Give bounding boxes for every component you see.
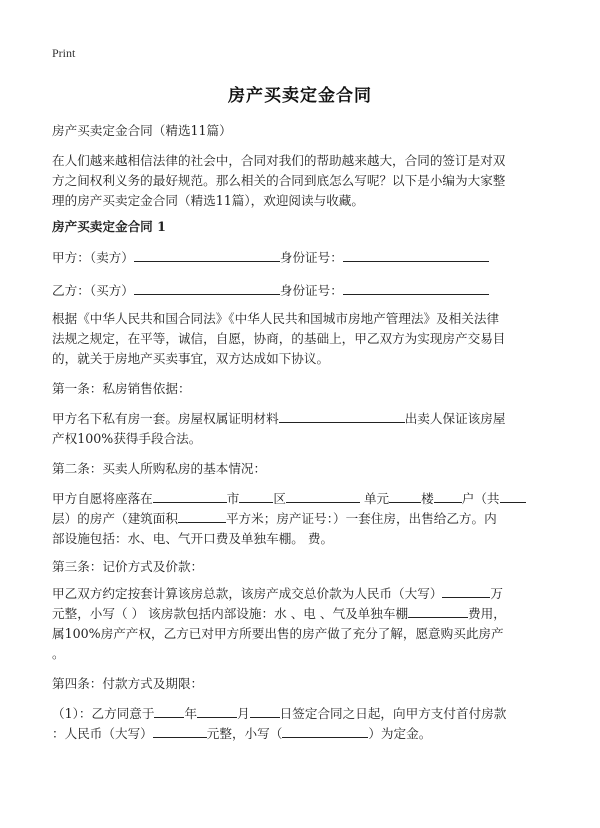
- floors-blank: [500, 489, 526, 503]
- year-blank: [154, 704, 184, 718]
- property-proof-blank: [279, 409, 405, 423]
- article-1-text-b: 出卖人保证该房屋: [404, 411, 506, 426]
- article-3-line-2: [52, 604, 506, 624]
- intro-line-2: 方之间权利义务的最好规范。那么相关的合同到底怎么写呢？以下是小编为大家整: [52, 173, 506, 188]
- article-4-text-e: ）为定金。: [368, 726, 432, 741]
- article-3-line-4: 。: [52, 646, 65, 661]
- print-link[interactable]: Print: [52, 46, 76, 60]
- article-3-line-1: [52, 584, 503, 604]
- month-blank: [197, 704, 237, 718]
- day-blank: [250, 704, 280, 718]
- year-label: 年: [184, 706, 198, 721]
- article-2-line-2: [52, 509, 497, 529]
- intro-line-3: 理的房产买卖定金合同（精选11篇），欢迎阅读与收藏。: [52, 193, 364, 208]
- article-4-text-b: 日签定合同之日起，向甲方支付首付房款: [279, 706, 507, 721]
- article-4-line-1: [52, 704, 506, 724]
- district-blank: [286, 489, 360, 503]
- intro-line-1: 在人们越来越相信法律的社会中，合同对我们的帮助越来越大，合同的签订是对双: [52, 153, 506, 168]
- article-1-heading: 第一条：私房销售依据：: [52, 381, 191, 396]
- article-2-text-c: 平方米；房产证号：）一套住房，出售给乙方。内: [225, 511, 497, 526]
- wan-unit: 万: [490, 586, 503, 601]
- article-3-text-b: 元整，小写（ ） 该房款包括内部设施：水 、电 、气及单独车棚: [52, 606, 409, 621]
- party-b-name-blank: [134, 281, 280, 295]
- article-4-text-a: （1）：乙方同意于: [52, 706, 155, 721]
- article-2-text-b: 层）的房产（建筑面积: [52, 511, 178, 526]
- unit-blank: [389, 489, 421, 503]
- article-4-text-c: ：人民币（大写）: [52, 726, 153, 741]
- article-1-line-1: [52, 409, 505, 429]
- article-4-text-d: 元整，小写（: [206, 726, 283, 741]
- article-3-heading: 第三条：记价方式及价款：: [52, 559, 204, 574]
- article-2-heading: 第二条：买卖人所购私房的基本情况：: [52, 461, 267, 476]
- article-2-line-1: [52, 489, 526, 509]
- month-label: 月: [237, 706, 250, 721]
- party-a-label: 甲方：（卖方）: [52, 250, 134, 265]
- deposit-uppercase-blank: [153, 724, 207, 738]
- facilities-fee-blank: [408, 604, 468, 618]
- article-4-line-2: [52, 724, 431, 744]
- article-3-text-c: 费用，: [468, 606, 506, 621]
- building-label: 楼: [421, 491, 434, 506]
- party-a-row: [52, 248, 489, 268]
- article-1-line-2: 产权100%获得手段合法。: [52, 431, 202, 446]
- district-label: 区: [273, 491, 286, 506]
- party-b-label: 乙方：（买方）: [52, 283, 134, 298]
- preamble-line-2: 法规之规定，在平等，诚信，自愿，协商，的基础上，甲乙双方为实现房产交易目: [52, 331, 506, 346]
- article-2-line-3: 部设施包括：水、电、气开口费及单独车棚。 费。: [52, 531, 334, 546]
- party-b-id-blank: [343, 281, 489, 295]
- preamble-line-3: 的，就关于房地产买卖事宜，双方达成如下协议。: [52, 351, 330, 366]
- article-1-text-a: 甲方名下私有房一套。房屋权属证明材料: [52, 411, 279, 426]
- price-uppercase-blank: [442, 584, 490, 598]
- city-blank: [239, 489, 273, 503]
- party-a-id-label: 身份证号：: [279, 250, 343, 265]
- party-a-id-blank: [343, 248, 489, 262]
- article-2-text-a: 甲方自愿将座落在: [52, 491, 153, 506]
- deposit-lowercase-blank: [282, 724, 368, 738]
- section-title: 房产买卖定金合同 1: [52, 219, 166, 234]
- document-title: 房产买卖定金合同: [228, 86, 372, 106]
- party-b-id-label: 身份证号：: [279, 283, 343, 298]
- article-4-heading: 第四条：付款方式及期限：: [52, 676, 204, 691]
- document-subtitle: 房产买卖定金合同（精选11篇）: [52, 123, 232, 138]
- article-3-line-3: 属100%房产产权，乙方已对甲方所要出售的房产做了充分了解，愿意购买此房产: [52, 626, 504, 641]
- household-label: 户（共: [461, 491, 500, 506]
- area-blank: [178, 509, 226, 523]
- city-label: 市: [226, 491, 240, 506]
- party-a-name-blank: [134, 248, 280, 262]
- location-blank: [153, 489, 227, 503]
- preamble-line-1: 根据《中华人民共和国合同法》《中华人民共和国城市房地产管理法》及相关法律: [52, 311, 500, 326]
- party-b-row: [52, 281, 489, 301]
- article-3-text-a: 甲乙双方约定按套计算该房总款，该房产成交总价款为人民币（大写）: [52, 586, 443, 601]
- unit-label: 单元: [363, 491, 390, 506]
- building-blank: [434, 489, 462, 503]
